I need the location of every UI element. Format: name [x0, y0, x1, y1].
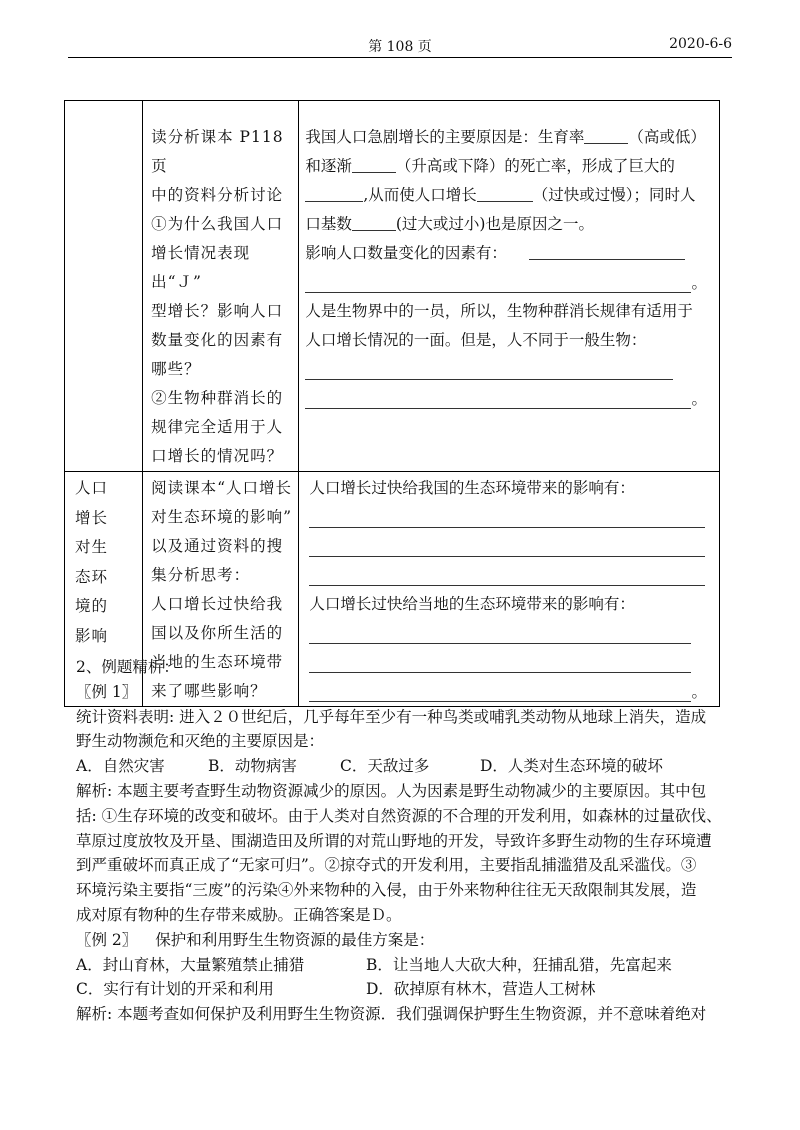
question-line: 国以及你所生活的 — [151, 624, 284, 642]
topic-label — [65, 472, 142, 651]
analysis-line: 环境污染主要指“三废”的污染④外来物种的入侵，由于外来物种往往无天敌限制其发展，造 — [76, 881, 697, 900]
answer-blank[interactable] — [352, 156, 396, 173]
label-line: 影响 — [75, 626, 109, 645]
section-heading: 2、例题精析： — [76, 658, 179, 676]
analysis-line: 解析: 本题主要考查野生动物资源减少的原因。人为因素是野生动物减少的主要原因。其中包 — [76, 781, 707, 800]
answer-line[interactable]: 。 — [305, 268, 691, 293]
example-question: 统计资料表明: 进入２０世纪后，几乎每年至少有一种鸟类或哺乳类动物从地球上消失，造成 — [76, 707, 707, 726]
question-line: 对生态环境的影响” — [151, 508, 293, 526]
option-b: B．让当地人大砍大种，狂捕乱猎，先富起来 — [366, 955, 672, 974]
answer-line[interactable] — [309, 503, 705, 528]
analysis-line: 括: ①生存环境的改变和破坏。由于人类对自然资源的不合理的开发利用，如森林的过量砍伐、 — [76, 806, 722, 825]
question-line: 当地的生态环境带 — [151, 653, 284, 671]
analysis-line: 成对原有物种的生存带来威胁。正确答案是Ｄ。 — [76, 905, 402, 924]
question-line: 数量变化的因素有 — [151, 331, 284, 349]
option-d: D．砍掉原有林木，营造人工树林 — [366, 980, 596, 999]
answer-line[interactable] — [309, 561, 705, 586]
example-question: 野生动物濒危和灭绝的主要原因是： — [76, 732, 325, 751]
answer-area: 人口增长过快给我国的生态环境带来的影响有： 人口增长过快给当地的生态环境带来的影响有： 。 — [309, 479, 707, 701]
example-title: 〖例 1〗 — [76, 682, 138, 701]
question-line: 增长情况表现出“Ｊ” — [151, 244, 251, 291]
answer-blank[interactable] — [352, 214, 396, 231]
question-line: 读分析课本 P118 页 — [151, 128, 284, 175]
answer-blank[interactable] — [305, 185, 363, 202]
table-cell-empty — [65, 101, 143, 472]
question-line: 来了哪些影响？ — [151, 682, 267, 700]
example-options — [76, 953, 736, 978]
answer-line[interactable]: 。 — [309, 677, 691, 702]
option-a: A．封山育林，大量繁殖禁止捕猎 — [76, 955, 305, 974]
table-cell-answer — [299, 101, 720, 472]
example-options — [76, 977, 736, 1002]
answer-line[interactable] — [309, 619, 691, 644]
question-line: 以及通过资料的搜 — [151, 537, 284, 555]
label-line: 态环 — [75, 567, 109, 586]
example-options — [76, 754, 736, 779]
answer-blank[interactable] — [584, 127, 628, 144]
question-line: 规律完全适用于人 — [151, 418, 284, 436]
worksheet-table — [64, 100, 720, 707]
header-date: 2020-6-6 — [669, 36, 732, 52]
answer-blank[interactable] — [477, 185, 533, 202]
option-d: D．人类对生态环境的破坏 — [480, 757, 663, 776]
option-a: A．自然灾害 — [76, 757, 165, 776]
label-line: 增长 — [75, 508, 109, 527]
question-line: ①为什么我国人口 — [151, 215, 284, 233]
answer-line[interactable]: 。 — [305, 384, 691, 409]
question-line: 阅读课本“人口增长 — [151, 479, 293, 497]
page-number: 第 108 页 — [368, 39, 432, 55]
option-c: C．实行有计划的开采和利用 — [76, 980, 274, 999]
question-line: 型增长？影响人口 — [151, 302, 284, 320]
question-line: ②生物种群消长的 — [151, 389, 284, 407]
option-b: B．动物病害 — [208, 757, 297, 776]
option-c: C．天敌过多 — [340, 757, 430, 776]
analysis-line: 草原过度放牧及开垦、围湖造田及所谓的对荒山野地的开发，导致许多野生动物的生存环境遭 — [76, 831, 712, 850]
examples-section — [76, 655, 736, 1027]
label-line: 人口 — [75, 479, 109, 497]
example-analysis — [76, 779, 736, 928]
question-text — [143, 101, 298, 471]
table-row — [65, 101, 720, 472]
question-line: 集分析思考： — [151, 566, 251, 584]
question-line: 中的资料分析讨论 — [151, 186, 284, 204]
answer-area: 我国人口急剧增长的主要原因是：生育率 （高或低） 和逐渐 （升高或下降）的死亡率，形成了巨大的 ,从而使人口增长 （过快或过慢）；同时人 口基数 (过大或过小)也是原因之一。 影响人口数量变化的因素有： 。 人是生物界中的一员，所以，生物种群消长规律有适用于 人口增长情况的一面。但是，人不同于一般生物： 。 — [305, 128, 707, 408]
question-line: 哪些？ — [151, 360, 201, 378]
label-line: 对生 — [75, 538, 109, 556]
analysis-line: 到严重破坏而真正成了“无家可归”。②掠夺式的开发利用，主要指乱捕滥猎及乱采滥伐。③ — [76, 856, 697, 875]
table-cell-question — [143, 101, 299, 472]
question-line: 人口增长过快给我 — [151, 595, 284, 613]
example-question: 〖例 2〗 保护和利用野生生物资源的最佳方案是： — [76, 930, 435, 949]
example-analysis: 解析: 本题考查如何保护及利用野生生物资源．我们强调保护野生生物资源，并不意味着绝对 — [76, 1005, 707, 1024]
header-rule — [68, 57, 732, 58]
answer-blank[interactable] — [529, 243, 685, 260]
label-line: 境的 — [75, 597, 109, 615]
answer-line[interactable] — [305, 355, 673, 380]
question-line: 口增长的情况吗？ — [151, 447, 284, 465]
answer-line[interactable] — [309, 532, 705, 557]
